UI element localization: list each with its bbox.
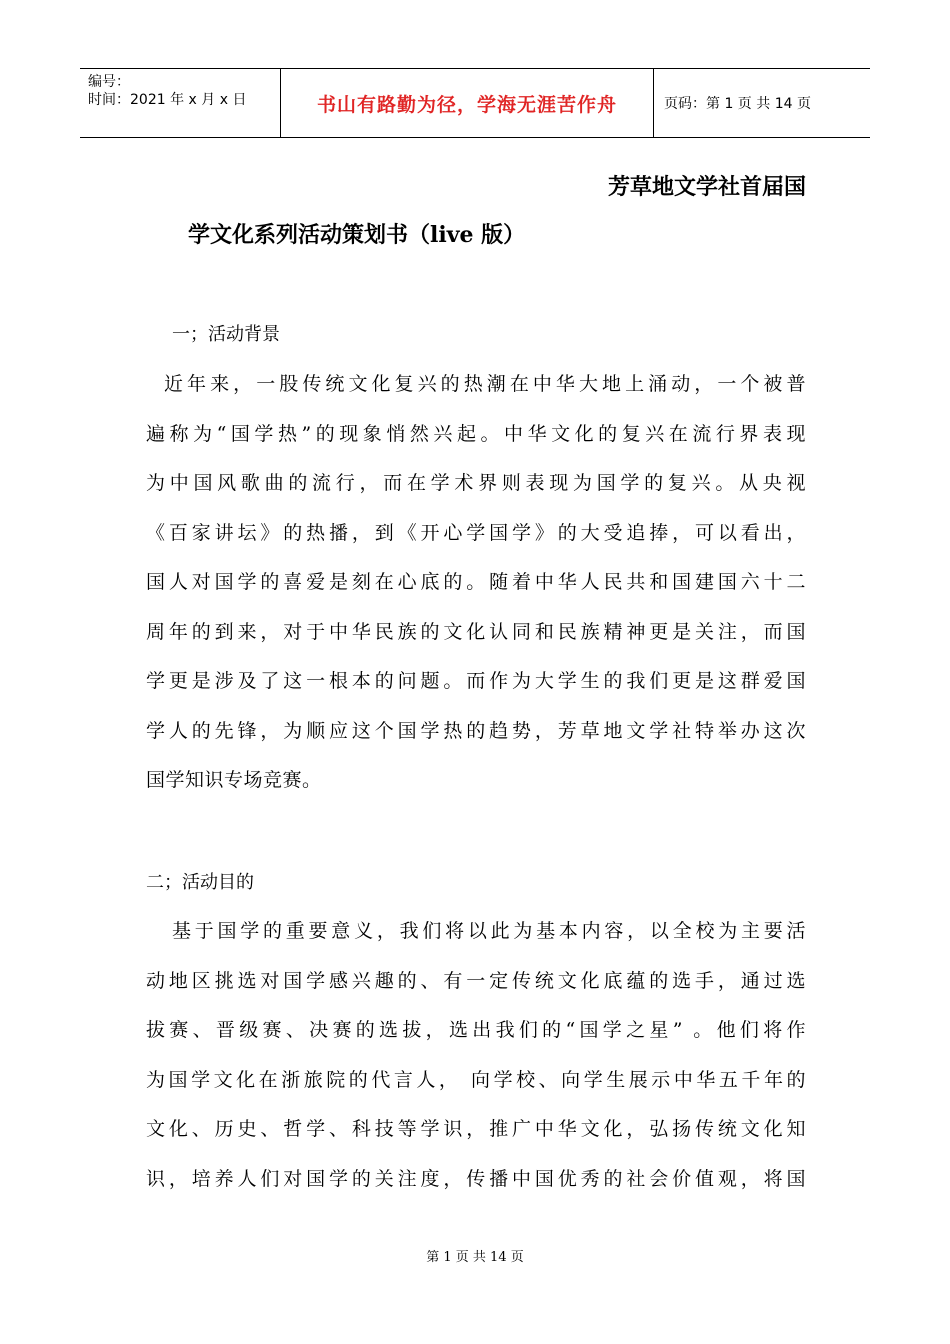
paragraph-line: 基于国学的重要意义，我们将以此为基本内容，以全校为主要活: [172, 920, 806, 942]
page-info: 页码：第 1 页 共 14 页: [664, 96, 811, 112]
section2-paragraph: [146, 907, 806, 1204]
page-footer: 第 1 页 共 14 页: [426, 1250, 524, 1265]
header-page-cell: [654, 69, 870, 137]
header-table: [80, 68, 870, 138]
paragraph-line: 学更是涉及了这一根本的问题。而作为大学生的我们更是这群爱国: [146, 670, 806, 692]
paragraph-line: 近年来，一股传统文化复兴的热潮在中华大地上涌动，一个被普: [164, 373, 806, 395]
section1-paragraph: [146, 360, 806, 806]
time-label: 时间：2021 年 x 月 x 日: [88, 92, 247, 108]
paragraph-line: 《百家讲坛》的热播，到《开心学国学》的大受追捧，可以看出，: [146, 521, 806, 544]
paragraph-line: 国学知识专场竞赛。: [146, 769, 322, 791]
paragraph-line: 拔赛、晋级赛、决赛的选拔，选出我们的“国学之星” 。他们将作: [146, 1019, 806, 1041]
motto-text: 书山有路勤为径，学海无涯苦作舟: [316, 93, 617, 116]
section2-heading: 二；活动目的: [146, 872, 254, 893]
paragraph-line: 为国学文化在浙旅院的代言人， 向学校、向学生展示中华五千年的: [146, 1068, 806, 1091]
section1-heading: 一；活动背景: [172, 324, 280, 345]
header-meta-cell: [80, 69, 281, 137]
document-title-line2: 学文化系列活动策划书（live 版）: [188, 222, 526, 248]
document-title-line1: 芳草地文学社首届国: [607, 174, 806, 200]
paragraph-line: 周年的到来，对于中华民族的文化认同和民族精神更是关注，而国: [146, 620, 806, 643]
paragraph-line: 动地区挑选对国学感兴趣的、有一定传统文化底蕴的选手，通过选: [146, 969, 806, 992]
paragraph-line: 学人的先锋，为顺应这个国学热的趋势，芳草地文学社特举办这次: [146, 719, 806, 742]
number-label: 编号：: [88, 74, 130, 90]
paragraph-line: 文化、历史、哲学、科技等学识，推广中华文化，弘扬传统文化知: [146, 1118, 806, 1140]
paragraph-line: 遍称为“国学热”的现象悄然兴起。中华文化的复兴在流行界表现: [146, 422, 806, 445]
paragraph-line: 国人对国学的喜爱是刻在心底的。随着中华人民共和国建国六十二: [146, 571, 806, 593]
header-motto-cell: [281, 69, 654, 137]
paragraph-line: 识，培养人们对国学的关注度，传播中国优秀的社会价值观，将国: [146, 1167, 806, 1190]
paragraph-line: 为中国风歌曲的流行，而在学术界则表现为国学的复兴。从央视: [146, 472, 806, 494]
